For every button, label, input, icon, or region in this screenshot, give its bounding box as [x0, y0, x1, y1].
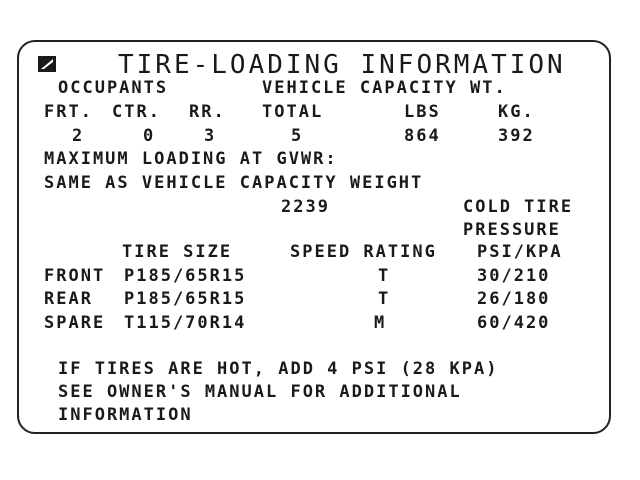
lbs-value: 864 — [404, 126, 441, 146]
row-spare-size: T115/70R14 — [124, 313, 247, 333]
frt-value: 2 — [72, 126, 85, 146]
row-front-size: P185/65R15 — [124, 266, 247, 286]
max-loading-value: 2239 — [281, 197, 330, 217]
psi-kpa-heading: PSI/KPA — [477, 242, 563, 262]
row-spare-pressure: 60/420 — [477, 313, 551, 333]
occupants-heading: OCCUPANTS — [58, 78, 169, 98]
lbs-heading: LBS — [404, 102, 441, 122]
ctr-value: 0 — [143, 126, 156, 146]
tire-size-heading: TIRE SIZE — [122, 242, 233, 262]
rr-value: 3 — [204, 126, 217, 146]
kg-heading: KG. — [498, 102, 535, 122]
row-spare-position: SPARE — [44, 313, 106, 333]
note-line2: SEE OWNER'S MANUAL FOR ADDITIONAL — [58, 382, 462, 402]
row-front-pressure: 30/210 — [477, 266, 551, 286]
cold-tire-heading: COLD TIRE — [463, 197, 574, 217]
vehicle-capacity-heading: VEHICLE CAPACITY WT. — [262, 78, 507, 98]
note-line3: INFORMATION — [58, 405, 193, 425]
row-spare-rating: M — [374, 313, 387, 333]
kg-value: 392 — [498, 126, 535, 146]
brand-logo-icon — [38, 56, 56, 72]
row-front-position: FRONT — [44, 266, 106, 286]
max-loading-line2: SAME AS VEHICLE CAPACITY WEIGHT — [44, 173, 424, 193]
speed-rating-heading: SPEED RATING — [290, 242, 437, 262]
max-loading-line1: MAXIMUM LOADING AT GVWR: — [44, 149, 338, 169]
row-front-rating: T — [378, 266, 391, 286]
rr-heading: RR. — [189, 102, 226, 122]
label-title: TIRE-LOADING INFORMATION — [118, 50, 566, 80]
pressure-heading: PRESSURE — [463, 220, 561, 240]
ctr-heading: CTR. — [112, 102, 161, 122]
total-value: 5 — [291, 126, 304, 146]
frt-heading: FRT. — [44, 102, 93, 122]
row-rear-size: P185/65R15 — [124, 289, 247, 309]
note-line1: IF TIRES ARE HOT, ADD 4 PSI (28 KPA) — [58, 359, 499, 379]
row-rear-rating: T — [378, 289, 391, 309]
row-rear-pressure: 26/180 — [477, 289, 551, 309]
total-heading: TOTAL — [262, 102, 324, 122]
row-rear-position: REAR — [44, 289, 93, 309]
